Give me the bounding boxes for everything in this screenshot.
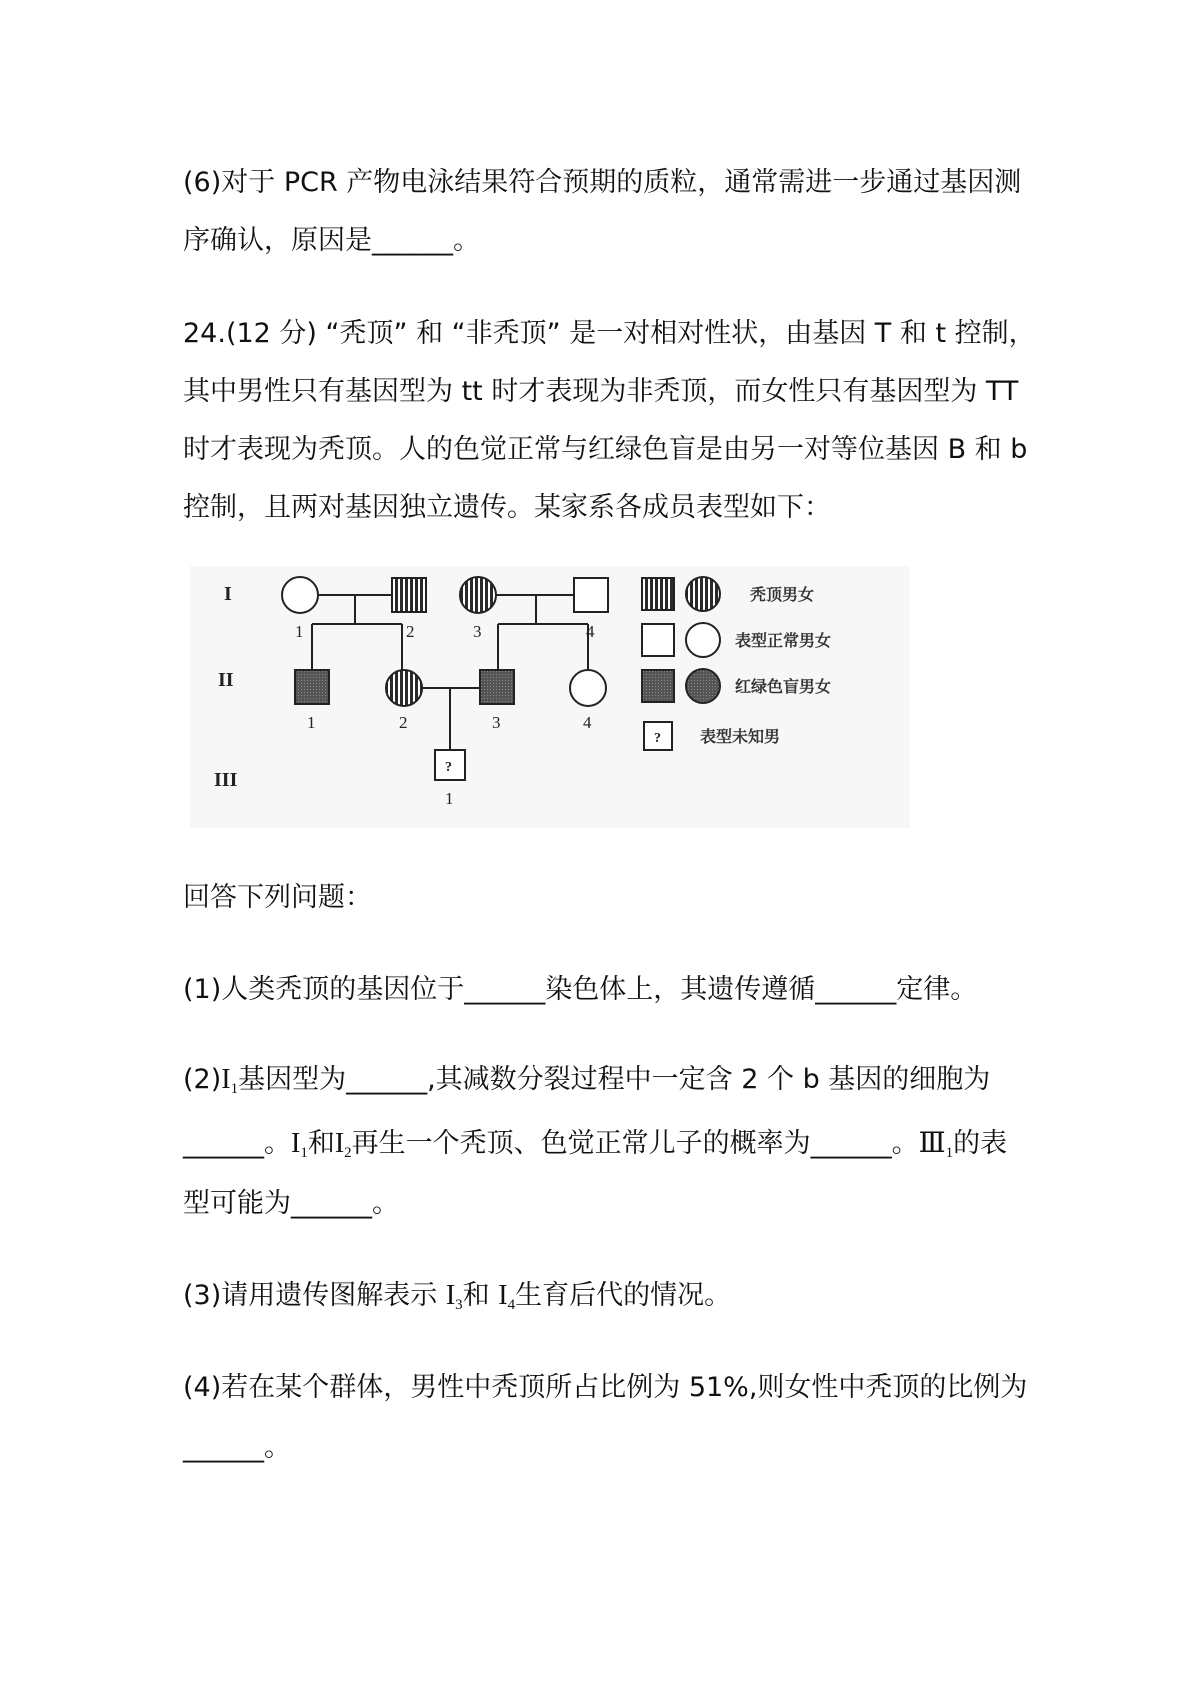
individual-II4-normal-female (570, 670, 606, 706)
label-I2: 2 (406, 622, 415, 641)
symbol-I2 (335, 1128, 352, 1159)
individual-I4-normal-male (574, 578, 608, 612)
individual-II2-bald-female (386, 670, 422, 706)
sub-question-1: (1)人类秃顶的基因位于______染色体上，其遗传遵循______定律。 (183, 974, 978, 1005)
q24-line-4: 控制，且两对基因独立遗传。某家系各成员表型如下： (183, 492, 831, 523)
individual-I1-normal-female (282, 577, 318, 613)
label-III1: 1 (445, 789, 454, 808)
symbol-I: I (221, 1064, 231, 1095)
label-II1: 1 (307, 713, 316, 732)
label-I1: 1 (295, 622, 304, 641)
q6-line-2: 序确认，原因是______。 (183, 225, 480, 256)
individual-II1-colorblind-male (295, 670, 329, 704)
legend-colorblind-male-icon (642, 670, 674, 702)
sub3-part-2: 和 (462, 1280, 499, 1311)
individual-I3-bald-female (460, 577, 496, 613)
legend-bald-female-icon (686, 577, 720, 611)
sub-question-4-line-1: (4)若在某个群体，男性中秃顶所占比例为 51%,则女性中秃顶的比例为 (183, 1372, 1028, 1403)
sub-question-4-line-2: ______。 (183, 1432, 291, 1463)
label-II2: 2 (399, 713, 408, 732)
legend-normal-text: 表型正常男女 (735, 631, 832, 650)
sub3-part-1: (3)请用遗传图解表示 (183, 1280, 446, 1311)
symbol-I1-b (291, 1128, 308, 1159)
symbol-I3 (446, 1280, 463, 1311)
subscript-2: 2 (344, 1145, 352, 1161)
legend-bald-text: 秃顶男女 (750, 585, 815, 604)
legend-normal-male-icon (642, 624, 674, 656)
symbol-III1 (919, 1128, 954, 1159)
generation-label-2: II (218, 669, 234, 691)
legend-unknown-mark: ? (654, 731, 661, 746)
symbol-III: Ⅲ (918, 1128, 946, 1159)
symbol-I: I (291, 1128, 301, 1159)
label-I3: 3 (473, 622, 482, 641)
subscript-4: 4 (507, 1297, 516, 1313)
sub2-part-2: 基因型为______,其减数分裂过程中一定含 2 个 b 基因的细胞为 (238, 1064, 991, 1095)
q6-line-1: (6)对于 PCR 产物电泳结果符合预期的质粒，通常需进一步通过基因测 (183, 167, 1022, 198)
sub3-part-3: 生育后代的情况。 (515, 1280, 732, 1311)
symbol-I4 (498, 1280, 515, 1311)
individual-II3-colorblind-male (480, 670, 514, 704)
symbol-I: I (334, 1128, 345, 1159)
label-II4: 4 (583, 713, 592, 732)
pedigree-figure (190, 566, 910, 828)
subscript-1: 1 (945, 1145, 954, 1161)
symbol-I: I (498, 1280, 508, 1311)
q24-line-3: 时才表现为秃顶。人的色觉正常与红绿色盲是由另一对等位基因 B 和 b (183, 434, 1028, 465)
label-II3: 3 (492, 713, 501, 732)
sub2-part-6: 的表 (953, 1128, 1008, 1159)
sub2-part-4: 和 (307, 1128, 335, 1159)
sub-question-3 (183, 1276, 731, 1325)
generation-label-3: III (214, 769, 238, 791)
legend-unknown-text: 表型未知男 (700, 727, 781, 746)
subscript-3: 3 (455, 1297, 463, 1313)
symbol-I: I (445, 1280, 456, 1311)
q24-line-1: 24.(12 分) “秃顶” 和 “非秃顶” 是一对相对性状，由基因 T 和 t 控制， (183, 318, 1036, 349)
legend-colorblind-text: 红绿色盲男女 (735, 677, 832, 696)
sub-question-2-line-3: 型可能为______。 (183, 1188, 399, 1219)
sub-question-2-line-1 (183, 1060, 990, 1109)
unknown-mark: ? (445, 760, 452, 775)
answer-intro: 回答下列问题： (183, 882, 372, 913)
symbol-I1 (221, 1064, 238, 1095)
sub2-part-3: ______。 (183, 1128, 291, 1159)
label-I4: 4 (586, 622, 595, 641)
q24-line-2: 其中男性只有基因型为 tt 时才表现为非秃顶，而女性只有基因型为 TT (183, 376, 1019, 407)
subscript-1: 1 (230, 1081, 239, 1097)
subscript-1: 1 (300, 1145, 308, 1161)
legend-normal-female-icon (686, 623, 720, 657)
sub2-part-1: (2) (183, 1064, 222, 1095)
legend-bald-male-icon (642, 578, 674, 610)
sub-question-2-line-2 (183, 1124, 1007, 1173)
legend-colorblind-female-icon (686, 669, 720, 703)
individual-I2-bald-male (392, 578, 426, 612)
sub2-part-5: 再生一个秃顶、色觉正常儿子的概率为______。 (351, 1128, 919, 1159)
generation-label-1: I (224, 583, 232, 605)
